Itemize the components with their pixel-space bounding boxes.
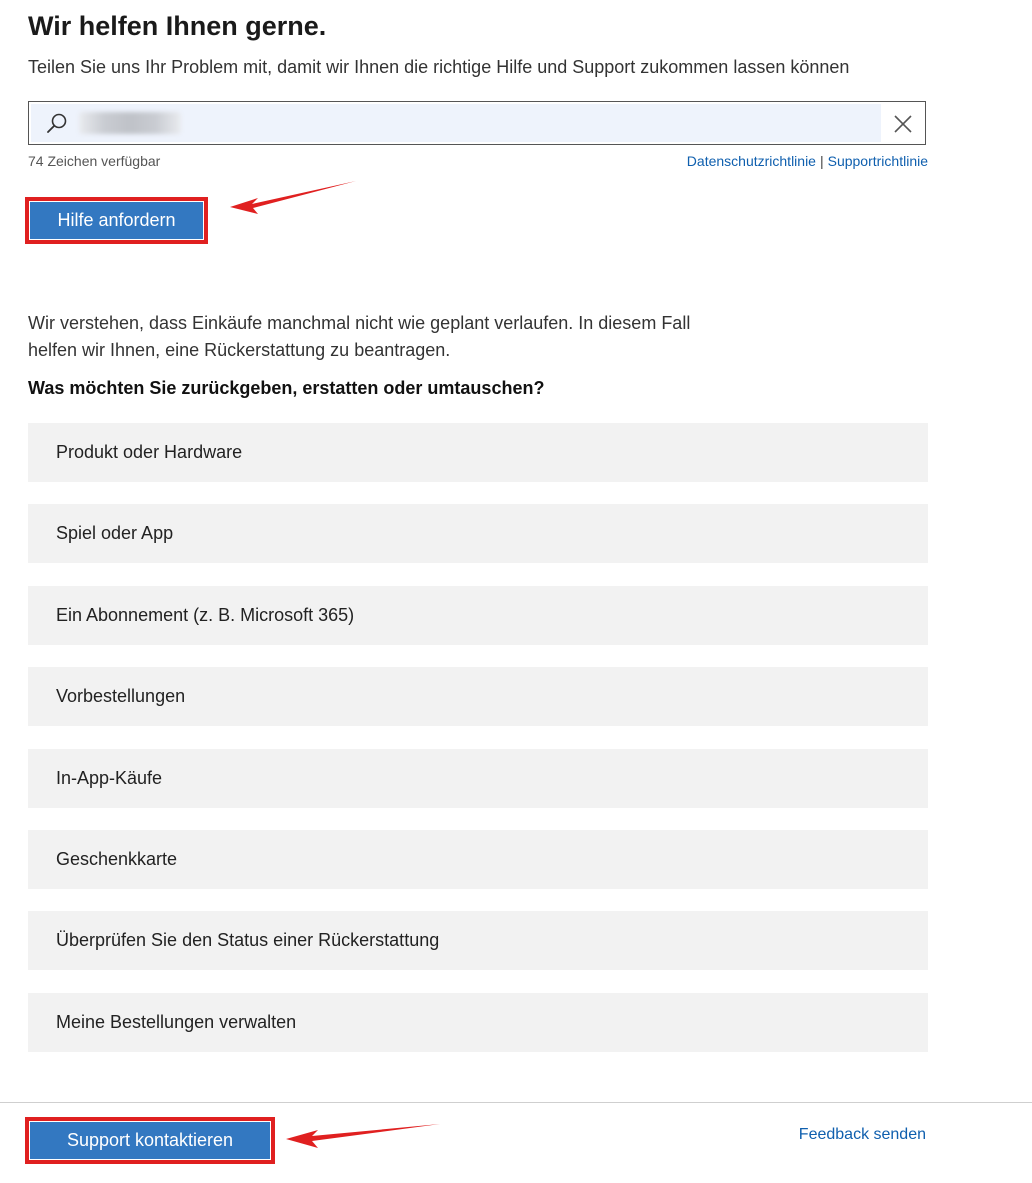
chars-available: 74 Zeichen verfügbar (28, 153, 161, 169)
option-preorders[interactable]: Vorbestellungen (28, 667, 928, 726)
refund-intro-line-1: Wir verstehen, dass Einkäufe manchmal nicht wie geplant verlaufen. In diesem Fall (28, 313, 691, 333)
page-subtitle: Teilen Sie uns Ihr Problem mit, damit wir Ihnen die richtige Hilfe und Support zukommen lassen können (28, 57, 850, 77)
search-icon (45, 112, 69, 136)
refund-intro-line-2: helfen wir Ihnen, eine Rückerstattung zu beantragen. (28, 340, 451, 360)
support-policy-link[interactable]: Supportrichtlinie (827, 153, 928, 169)
arrow-to-get-help (230, 181, 356, 214)
search-input[interactable] (75, 104, 877, 142)
option-product-hardware[interactable]: Produkt oder Hardware (28, 423, 928, 482)
option-manage-orders[interactable]: Meine Bestellungen verwalten (28, 993, 928, 1052)
refund-question: Was möchten Sie zurückgeben, erstatten oder umtauschen? (28, 378, 545, 398)
feedback-link[interactable]: Feedback senden (798, 1126, 926, 1143)
arrow-to-contact-support (286, 1124, 440, 1148)
footer-divider (0, 1102, 1032, 1103)
option-gift-card[interactable]: Geschenkkarte (28, 830, 928, 889)
link-separator: | (819, 153, 824, 169)
get-help-button[interactable]: Hilfe anfordern (30, 202, 203, 239)
option-subscription[interactable]: Ein Abonnement (z. B. Microsoft 365) (28, 586, 928, 645)
refund-intro (28, 310, 768, 364)
option-refund-status[interactable]: Überprüfen Sie den Status einer Rückerstattung (28, 911, 928, 970)
option-game-app[interactable]: Spiel oder App (28, 504, 928, 563)
page-title: Wir helfen Ihnen gerne. (28, 11, 327, 41)
contact-support-button[interactable]: Support kontaktieren (30, 1122, 270, 1159)
close-icon[interactable] (889, 110, 917, 138)
policy-links (687, 152, 928, 170)
privacy-policy-link[interactable]: Datenschutzrichtlinie (686, 153, 816, 169)
search-box (28, 101, 926, 145)
option-in-app-purchases[interactable]: In-App-Käufe (28, 749, 928, 808)
refund-options-list (28, 423, 928, 1074)
